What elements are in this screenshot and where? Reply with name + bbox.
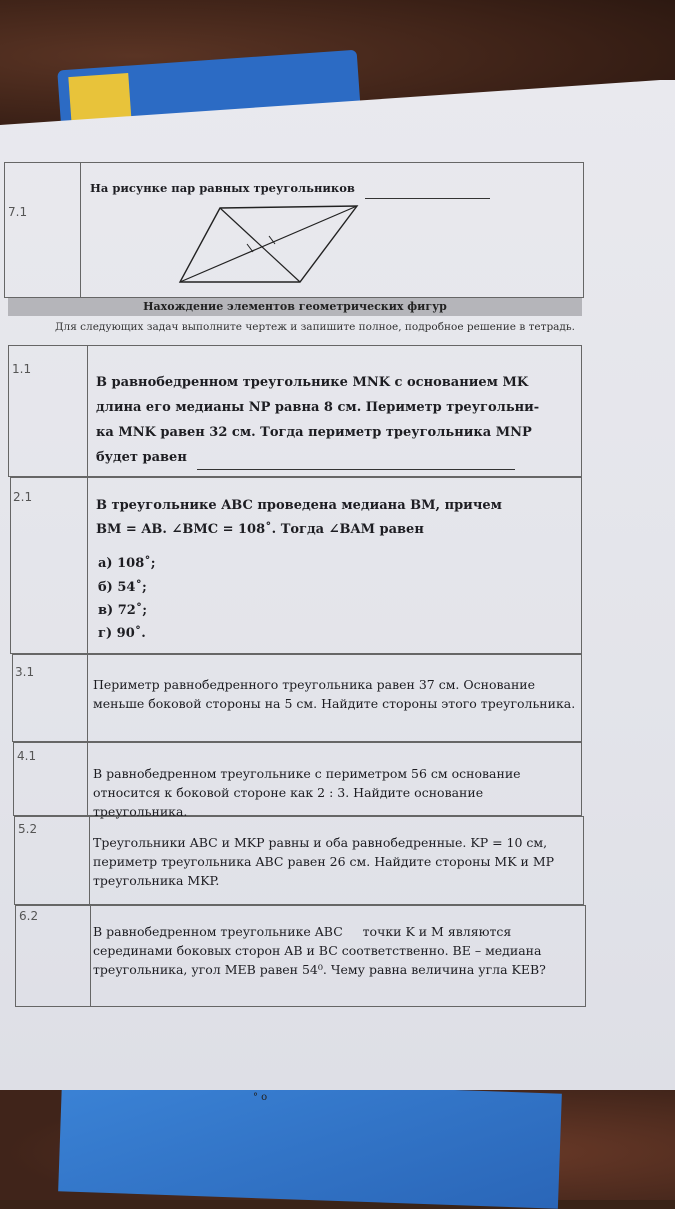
task-line: ка MNK равен 32 см. Тогда периметр треугольника MNP <box>96 425 532 440</box>
task-1-1-text <box>96 370 566 470</box>
task-number: 6.2 <box>19 909 39 923</box>
column-divider <box>89 816 90 905</box>
tick-mark <box>247 244 253 252</box>
option-b[interactable]: б) 54˚; <box>98 580 147 595</box>
task-number: 3.1 <box>15 665 35 679</box>
task-5-2-text <box>93 833 581 890</box>
task-line: BM = AB. ∠BMC = 108˚. Тогда ∠BAM равен <box>96 522 424 537</box>
task-line: Треугольники ABC и MKP равны и оба равнобедренные. KP = 10 см, <box>93 835 548 850</box>
task-line: В равнобедренном треугольнике MNK с основанием MK <box>96 375 529 390</box>
task-6-2-text <box>93 922 583 979</box>
task-number: 7.1 <box>8 205 28 219</box>
task-line: меньше боковой стороны на 5 см. Найдите стороны этого треугольника. <box>93 696 576 711</box>
option-d[interactable]: г) 90˚. <box>98 626 146 641</box>
diagonal-1 <box>220 208 300 282</box>
task-line-with-blank <box>96 445 566 470</box>
answer-blank[interactable] <box>365 198 490 199</box>
section-title: Нахождение элементов геометрических фигур <box>8 298 582 316</box>
option-c[interactable]: в) 72˚; <box>98 603 148 618</box>
task-line: периметр треугольника ABC равен 26 см. Найдите стороны MK и MP <box>93 854 555 869</box>
answer-blank[interactable] <box>197 469 515 470</box>
page-marks: ° o <box>253 1092 268 1103</box>
task-line: относится к боковой стороне как 2 : 3. Найдите основание треугольника. <box>93 785 484 819</box>
task-7-1-text <box>90 177 490 199</box>
column-divider <box>87 654 88 742</box>
task-line: длина его медианы NP равна 8 см. Периметр треугольни- <box>96 400 540 415</box>
column-divider <box>90 905 91 1007</box>
parallelogram-figure <box>175 200 365 290</box>
task-2-1-text <box>96 494 566 542</box>
task-line: Периметр равнобедренного треугольника равен 37 см. Основание <box>93 677 536 692</box>
task-line: В равнобедренном треугольнике ABC точки K и M являются <box>93 924 512 939</box>
task-line: треугольника, угол MEB равен 54⁰. Чему равна величина угла KEB? <box>93 962 546 977</box>
task-line: треугольника MKP. <box>93 873 220 888</box>
task-line: серединами боковых сторон AB и BC соответственно. BE – медиана <box>93 943 542 958</box>
task-number: 4.1 <box>17 749 37 763</box>
task-line: В треугольнике ABC проведена медиана BM, причем <box>96 498 502 513</box>
task-number: 5.2 <box>18 822 38 836</box>
section-instructions: Для следующих задач выполните чертеж и запишите полное, подробное решение в тетрадь. <box>55 321 575 333</box>
task-line: В равнобедренном треугольнике с периметром 56 см основание <box>93 766 521 781</box>
column-divider <box>80 162 81 298</box>
task-number: 2.1 <box>13 490 33 504</box>
column-divider <box>87 742 88 816</box>
diagonal-2 <box>180 206 357 282</box>
task-4-1-text <box>93 764 578 821</box>
task-number: 1.1 <box>12 362 32 376</box>
task-3-1-text <box>93 675 578 713</box>
task-7-1-question: На рисунке пар равных треугольников <box>90 181 355 195</box>
column-divider <box>87 345 88 477</box>
task-line: будет равен <box>96 450 187 465</box>
option-a[interactable]: а) 108˚; <box>98 556 156 571</box>
column-divider <box>87 477 88 654</box>
